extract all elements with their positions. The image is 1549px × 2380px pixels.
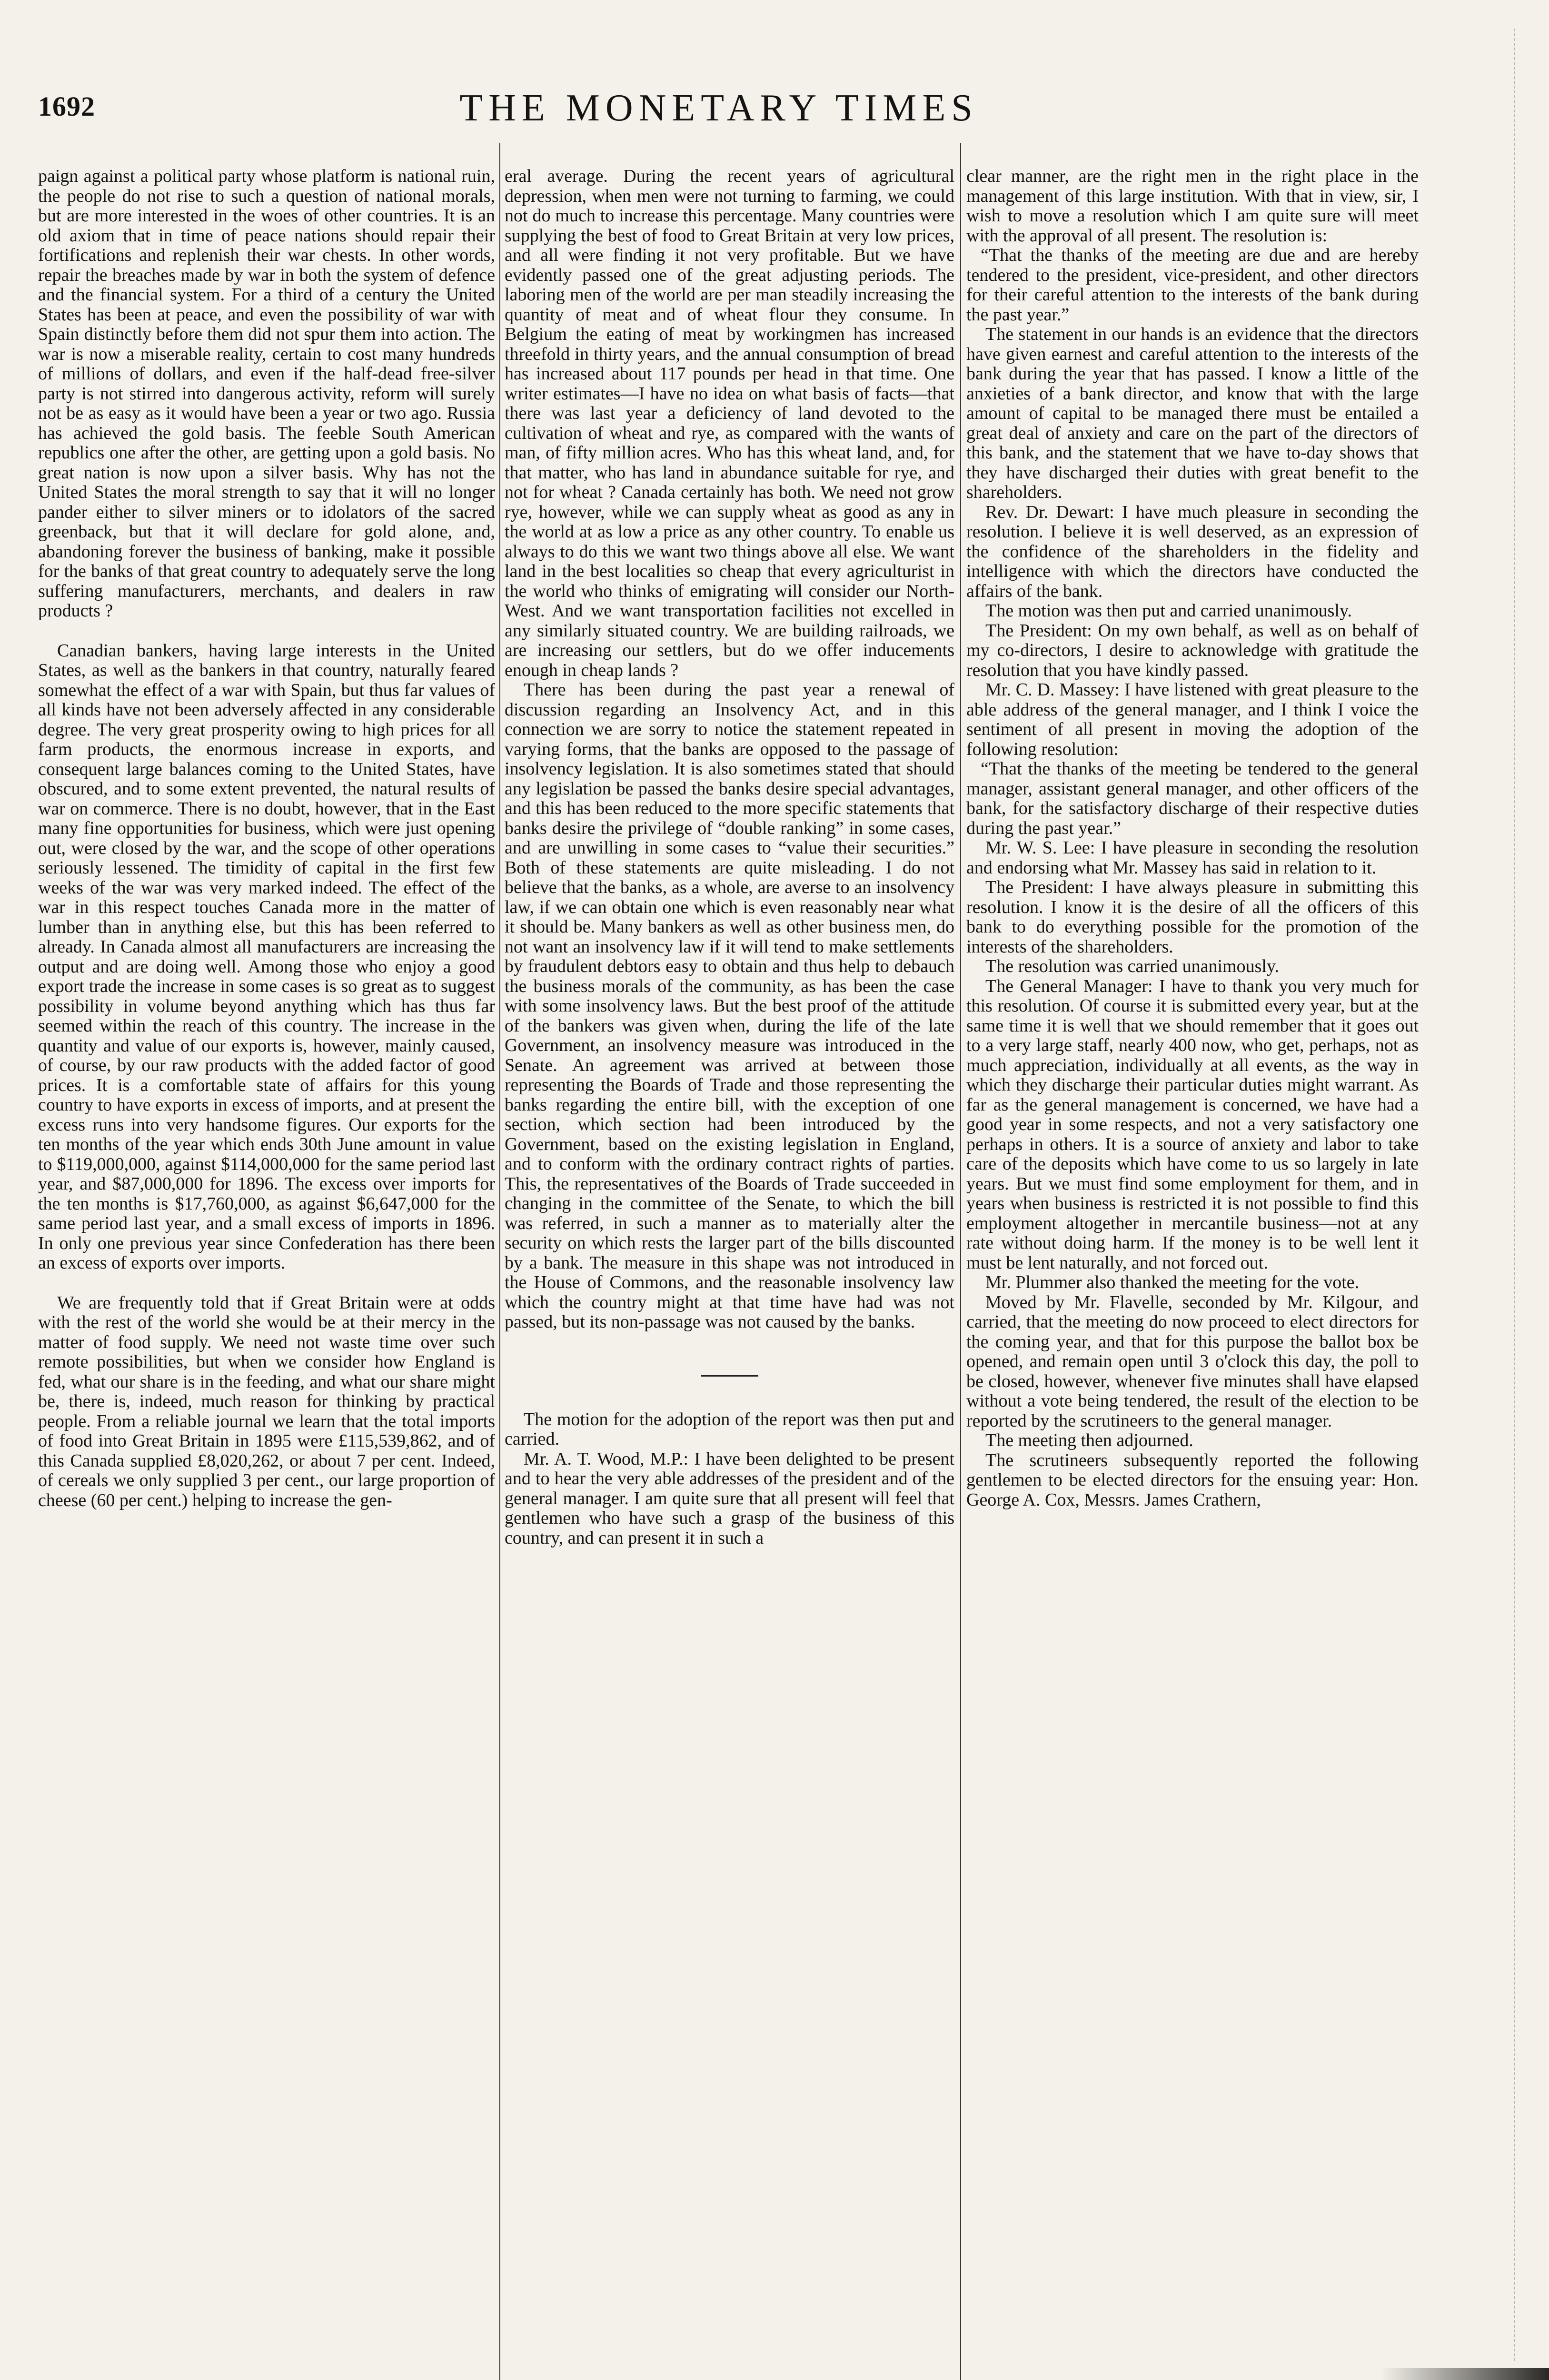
paragraph: eral average. During the recent years of agricultural depression, when men were not turning to farming, we could not do much to increase this percentage. Many countries were supplying the best of food to Great Britain at very low prices, and all were finding it not very profitable. But we have evidently passed one of the great adjusting periods. The laboring men of the world are per man steadily increasing the quantity of meat and of wheat flour they consume. In Belgium the eating of meat by workingmen has increased threefold in thirty years, and the annual consumption of bread has increased about 117 pounds per head in that time. One writer estimates—I have no idea on what basis of facts—that there was last year a deficiency of land devoted to the cultivation of wheat and rye, as compared with the wants of man, of fifty million acres. Who has this wheat land, and, for that matter, who has land in abundance suitable for rye, and not for wheat ? Canada certainly has both. We need not grow rye, however, while we can supply wheat as good as any in the world at as low a price as any other country. To enable us always to do this we want two things above all else. We want land in the best localities so cheap that every agriculturist in the world who thinks of emigrating will consider our North-West. And we want transportation facilities not excelled in any similarly situated country. We are building railroads, we are increasing our settlers, but do we offer inducements enough in cheap lands ? (505, 167, 954, 680)
masthead-title: THE MONETARY TIMES (459, 87, 978, 129)
page-header (38, 87, 1400, 143)
paragraph: Canadian bankers, having large interests in the United States, as well as the bankers in that country, naturally feared somewhat the effect of a war with Spain, but thus far values of all kinds have not been adversely affected in any considerable degree. The very great prosperity owing to high prices for all farm products, the enormous increase in exports, and consequent large balances coming to the United States, have obscured, and to some extent prevented, the natural results of war on commerce. There is no doubt, however, that in the East many fine opportunities for business, which were just opening out, were closed by the war, and the scope of other operations seriously lessened. The timidity of capital in the first few weeks of the war was very marked indeed. The effect of the war in this respect touches Canada more in the matter of lumber than in anything else, but this has been referred to already. In Canada almost all manufacturers are increasing the output and are doing well. Among those who enjoy a good export trade the increase in some cases is so great as to suggest possibility in volume beyond anything which has thus far seemed within the reach of this country. The increase in the quantity and value of our exports is, however, mainly caused, of course, by our raw products with the added factor of good prices. It is a comfortable state of affairs for this young country to have exports in excess of imports, and at present the excess runs into very handsome figures. Our exports for the ten months of the year which ends 30th June amount in value to $119,000,000, against $114,000,000 for the same period last year, and $87,000,000 for 1896. The excess over imports for the ten months is $17,760,000, as against $6,647,000 for the same period last year, and a small excess of imports in 1896. In only one previous year since Confederation has there been an excess of exports over imports. (38, 640, 495, 1273)
paragraph: The resolution was carried unanimously. (985, 956, 1279, 976)
column-rule (960, 143, 961, 2380)
paragraph: Mr. C. D. Massey: I have listened with great pleasure to the able address of the general manager, and I think I voice the sentiment of all present in moving the adoption of the following resolution: (966, 680, 1419, 759)
page-edge-line (1514, 29, 1515, 2361)
paragraph: Rev. Dr. Dewart: I have much pleasure in seconding the resolution. I believe it is well deserved, as an expression of the confidence of the shareholders in the fidelity and intelligence with which the directors have conducted the affairs of the bank. (966, 502, 1419, 601)
page-number: 1692 (38, 91, 95, 122)
resolution-quote: “That the thanks of the meeting be tendered to the general manager, assistant general manager, and other officers of the bank, for the satisfactory discharge of their respective duties during the past year.” (966, 759, 1419, 838)
section-divider (701, 1375, 758, 1377)
paragraph: The statement in our hands is an evidence that the directors have given earnest and careful attention to the interests of the bank during the year that has passed. I know a little of the anxieties of a bank director, and know that with the large amount of capital to be managed there must be entailed a great deal of anxiety and care on the part of the directors of this bank, and the statement that we have to-day shows that they have discharged their duties with great benefit to the shareholders. (966, 324, 1419, 502)
paragraph: Mr. W. S. Lee: I have pleasure in seconding the resolution and endorsing what Mr. Massey has said in relation to it. (966, 838, 1419, 878)
paragraph: clear manner, are the right men in the right place in the management of this large institution. With that in view, sir, I wish to move a resolution which I am quite sure will meet with the approval of all present. The resolution is: (966, 167, 1419, 246)
paragraph: We are frequently told that if Great Britain were at odds with the rest of the world she would be at their mercy in the matter of food supply. We need not waste time over such remote possibilities, but when we consider how England is fed, what our share is in the feeding, and what our share might be, there is, indeed, much reason for thinking by practical people. From a reliable journal we learn that the total imports of food into Great Britain in 1895 were £115,539,862, and of this Canada supplied £8,020,262, or about 7 per cent. Indeed, of cereals we only supplied 3 per cent., our large proportion of cheese (60 per cent.) helping to increase the gen- (38, 1292, 495, 1510)
column-right (966, 167, 1419, 2375)
paragraph: There has been during the past year a renewal of discussion regarding an Insolvency Act, and in this connection we are sorry to notice the statement repeated in varying forms, that the banks are opposed to the passage of insolvency legislation. It is also sometimes stated that should any legislation be passed the banks desire special advantages, and this has been reduced to the more specific statements that banks desire the privilege of “double ranking” in some cases, and are unwilling in some cases to “value their securities.” Both of these statements are quite misleading. I do not believe that the banks, as a whole, are averse to an insolvency law, if we can obtain one which is even reasonably near what it should be. Many bankers as well as other business men, do not want an insolvency law if it will tend to make settlements by fraudulent debtors easy to obtain and thus help to debauch the business morals of the community, as has been the case with some insolvency laws. But the best proof of the attitude of the bankers was given when, during the life of the late Government, an insolvency measure was introduced in the Senate. An agreement was arrived at between those representing the Boards of Trade and those representing the banks regarding the entire bill, with the exception of one section, which section had been introduced by the Government, based on the existing legislation in England, and to conform with the ordinary contract rights of parties. This, the representatives of the Boards of Trade succeeded in changing in the committee of the Senate, to which the bill was referred, in such a manner as to materially alter the security on which rests the larger part of the bills discounted by a bank. The measure in this shape was not introduced in the House of Commons, and the reasonable insolvency law which the country might at that time have had was not passed, but its non-passage was not caused by the banks. (505, 680, 954, 1332)
resolution-quote: “That the thanks of the meeting are due and are hereby tendered to the president, vice-president, and other directors for their careful attention to the interests of the bank during the past year.” (966, 245, 1419, 325)
paragraph: The scrutineers subsequently reported the following gentlemen to be elected directors for the ensuing year: Hon. George A. Cox, Messrs. James Crathern, (966, 1450, 1419, 1510)
paragraph: Moved by Mr. Flavelle, seconded by Mr. Kilgour, and carried, that the meeting do now proceed to elect directors for the coming year, and that for this purpose the ballot box be opened, and remain open until 3 o'clock this day, the poll to be closed, however, whenever five minutes shall have elapsed without a vote being tendered, the result of the election to be reported by the scrutineers to the general manager. (966, 1292, 1419, 1431)
paragraph: The President: I have always pleasure in submitting this resolution. I know it is the desire of all the officers of this bank to do everything possible for the promotion of the interests of the shareholders. (966, 877, 1419, 957)
paragraph: The President: On my own behalf, as well as on behalf of my co-directors, I desire to acknowledge with gratitude the resolution that you have kindly passed. (966, 620, 1419, 680)
paragraph: Mr. A. T. Wood, M.P.: I have been delighted to be present and to hear the very able addresses of the president and of the general manager. I am quite sure that all present will feel that gentlemen who have such a grasp of the business of this country, and can present it in such a (505, 1448, 954, 1548)
paragraph: Mr. Plummer also thanked the meeting for the vote. (985, 1272, 1360, 1292)
paragraph: The motion was then put and carried unanimously. (985, 601, 1352, 621)
column-rule (499, 143, 500, 2380)
paragraph: The meeting then adjourned. (985, 1430, 1193, 1450)
column-left (38, 167, 495, 2375)
column-middle (505, 167, 954, 2375)
paragraph: paign against a political party whose platform is national ruin, the people do not rise to such a question of national morals, but are more interested in the woes of other countries. It is an old axiom that in time of peace nations should repair their fortifications and replenish their war chests. In other words, repair the breaches made by war in both the system of defence and the financial system. For a third of a century the United States has been at peace, and even the possibility of war with Spain distinctly before them did not spur them into action. The war is now a miserable reality, certain to cost many hundreds of millions of dollars, and even if the half-dead free-silver party is not stirred into dangerous activity, reform will surely not be as easy as it would have been a year or two ago. Russia has achieved the gold basis. The feeble South American republics one after the other, are getting upon a gold basis. No great nation is now upon a silver basis. Why has not the United States the moral strength to say that it will no longer pander either to silver miners or to idolators of the sacred greenback, but that it will declare for gold alone, and, abandoning forever the business of banking, make it possible for the banks of that great country to adequately serve the long suffering manufacturers, merchants, and dealers in raw products ? (38, 167, 495, 621)
paragraph: The motion for the adoption of the report was then put and carried. (505, 1409, 954, 1449)
scan-shadow (1380, 2368, 1549, 2380)
paragraph: The General Manager: I have to thank you very much for this resolution. Of course it is submitted every year, but at the same time it is well that we should remember that it goes out to a very large staff, nearly 400 now, who get, perhaps, not as much appreciation, individually at all events, as the way in which they discharge their particular duties might warrant. As far as the general management is concerned, we have had a good year in some respects, and not a very satisfactory one perhaps in others. It is a source of anxiety and labor to take care of the deposits which have come to us so largely in late years. But we must find some employment for them, and in years when business is restricted it is not possible to find this employment altogether in mercantile business—not at any rate without doing harm. If the money is to be well lent it must be lent naturally, and not forced out. (966, 976, 1419, 1273)
